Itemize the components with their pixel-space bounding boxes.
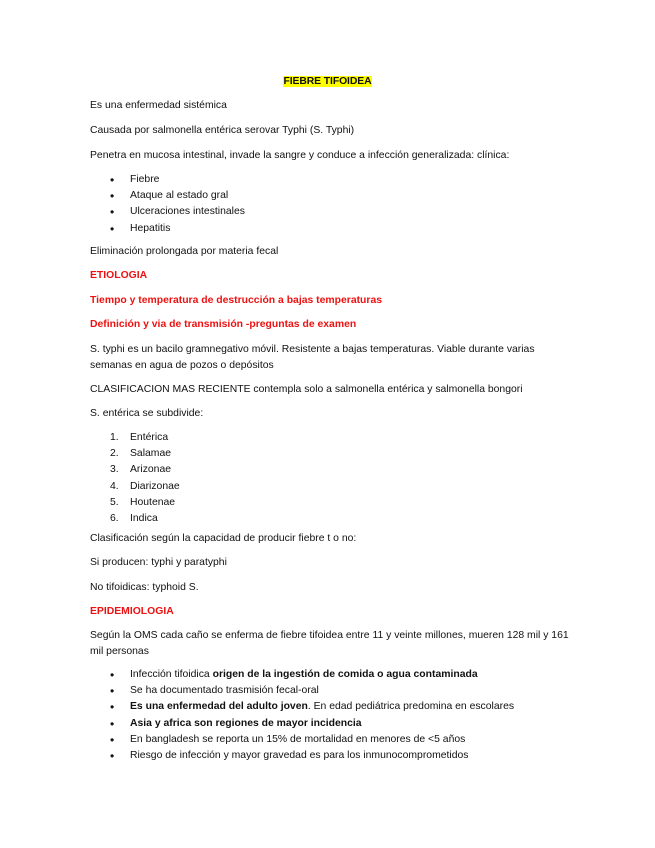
- bullet-text: . En edad pediátrica predomina en escolares: [307, 701, 515, 713]
- list-label: Arizonae: [130, 464, 172, 476]
- list-item: [110, 462, 180, 478]
- intro-paragraph-1: Es una enfermedad sistémica: [90, 100, 227, 111]
- list-item: [110, 430, 180, 446]
- intro-paragraph-3: Penetra en mucosa intestinal, invade la sangre y conduce a infección generalizada: clínica:: [90, 150, 510, 161]
- bullet-text: Se ha documentado trasmisión fecal-oral: [130, 685, 319, 697]
- bullet-text: Riesgo de infección y mayor gravedad es para los inmunocomprometidos: [130, 750, 469, 762]
- list-item: [110, 446, 180, 462]
- list-number: 3.: [110, 464, 119, 476]
- bullet-bold-text: origen de la ingestión de comida o agua contaminada: [212, 669, 478, 680]
- bullet-bold-text: Es una enfermedad del adulto joven: [130, 701, 308, 713]
- list-item: [110, 699, 514, 715]
- intro-paragraph-2: Causada por salmonella entérica serovar Typhi (S. Typhi): [90, 125, 355, 136]
- list-item: [110, 683, 514, 699]
- etiologia-paragraph-5: Si producen: typhi y paratyphi: [90, 557, 227, 568]
- list-label: Diarizonae: [130, 480, 180, 492]
- list-item: [110, 495, 180, 511]
- list-number: 6.: [110, 513, 119, 525]
- etiologia-paragraph-3: S. entérica se subdivide:: [90, 408, 204, 419]
- bullet-text: Infección tifoidica: [130, 669, 213, 680]
- list-item: [110, 716, 514, 732]
- list-item: [110, 479, 180, 495]
- intro-paragraph-4: Eliminación prolongada por materia fecal: [90, 246, 279, 257]
- etiologia-heading: ETIOLOGIA: [90, 270, 148, 281]
- list-label: Entérica: [130, 432, 169, 443]
- subdivision-list: [110, 430, 180, 527]
- list-number: 2.: [110, 448, 119, 460]
- bullet-text: En bangladesh se reporta un 15% de mortalidad en menores de <5 años: [130, 733, 466, 745]
- epidemiologia-list: [110, 667, 514, 764]
- list-number: 4.: [110, 480, 119, 492]
- title-container: [0, 76, 655, 87]
- etiologia-paragraph-1: S. typhi es un bacilo gramnegativo móvil. Resistente a bajas temperaturas. Viable durante varias semanas en agua de pozos o depósitos: [90, 344, 535, 371]
- list-item: • Fiebre: [110, 172, 245, 188]
- list-item: [110, 511, 180, 527]
- list-label: Salamae: [130, 448, 172, 460]
- list-label: Houtenae: [130, 496, 176, 508]
- list-item: [110, 667, 514, 683]
- list-label: Indica: [130, 513, 158, 525]
- etiologia-subheading-1: Tiempo y temperatura de destrucción a bajas temperaturas: [90, 295, 383, 306]
- document-title: FIEBRE TIFOIDEA: [283, 76, 372, 87]
- list-number: 5.: [110, 496, 119, 508]
- etiologia-paragraph-2: CLASIFICACION MAS RECIENTE contempla solo a salmonella entérica y salmonella bongori: [90, 384, 523, 395]
- etiologia-paragraph-6: No tifoidicas: typhoid S.: [90, 582, 199, 593]
- epidemiologia-paragraph-1: Según la OMS cada caño se enferma de fiebre tifoidea entre 11 y veinte millones, mueren 128 mil y 161 mil personas: [90, 630, 569, 657]
- list-item: [110, 732, 514, 748]
- etiologia-paragraph-4: Clasificación según la capacidad de producir fiebre t o no:: [90, 533, 357, 544]
- epidemiologia-heading: EPIDEMIOLOGIA: [90, 606, 174, 617]
- list-item: • Ulceraciones intestinales: [110, 204, 245, 220]
- list-number: 1.: [110, 432, 119, 443]
- bullet-bold-text: Asia y africa son regiones de mayor incidencia: [130, 717, 362, 729]
- list-item: [110, 748, 514, 764]
- list-item: • Hepatitis: [110, 221, 245, 237]
- list-item: • Ataque al estado gral: [110, 188, 245, 204]
- clinica-list: [110, 172, 245, 237]
- etiologia-subheading-2: Definición y via de transmisión -preguntas de examen: [90, 319, 357, 330]
